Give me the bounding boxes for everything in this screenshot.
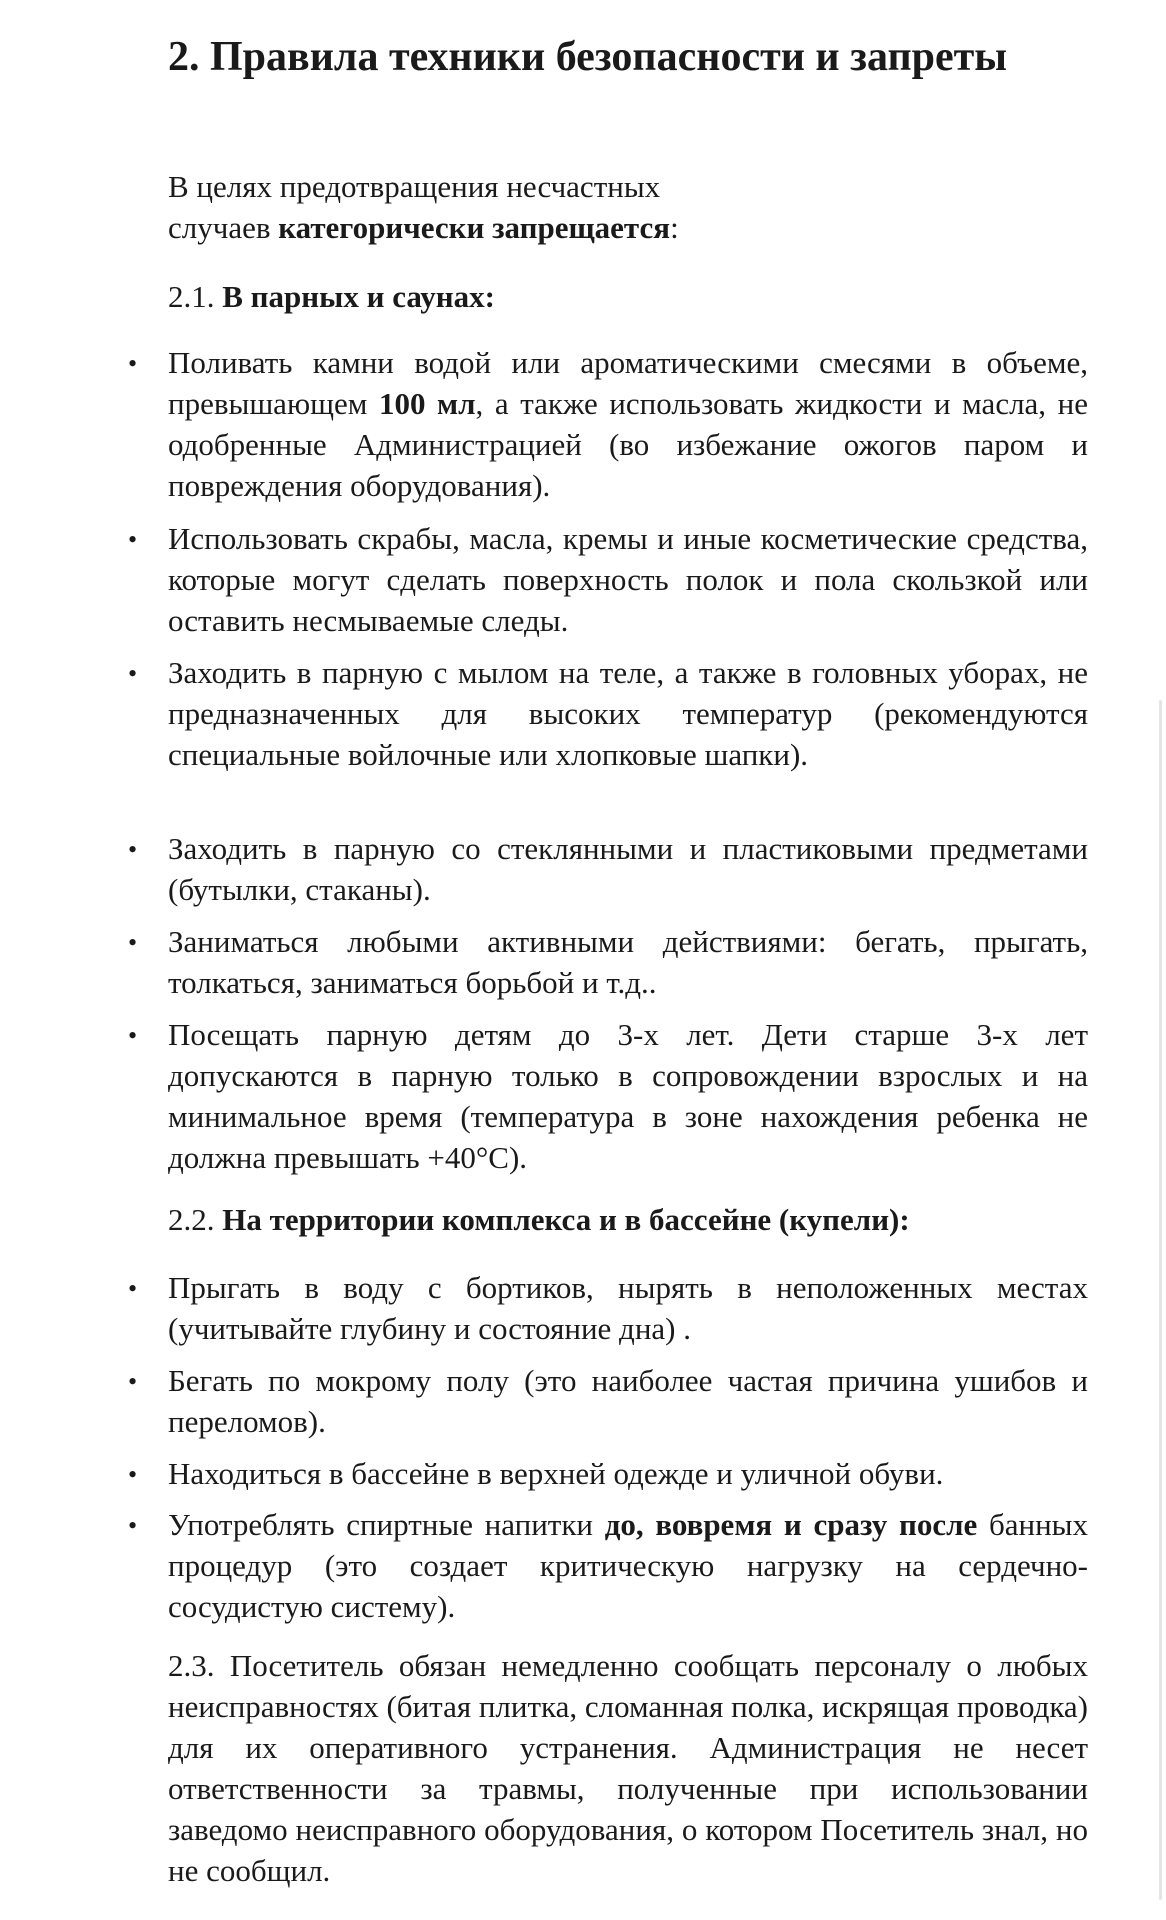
list-item-bold: 100 мл bbox=[378, 386, 476, 421]
intro-line-2 bbox=[168, 207, 868, 248]
paragraph-2-3: 2.3. Посетитель обязан немедленно сообщать персоналу о любых неисправностях (битая плитка, сломанная полка, искрящая проводка) для их оперативного устранения. Администрация не несет ответственности за травмы, полученные при использовании заведомо неисправного оборудования, о котором Посетитель знал, но не сообщил. bbox=[168, 1648, 1089, 1888]
list-item: Прыгать в воду с бортиков, нырять в неположенных местах (учитывайте глубину и состояние дна) . bbox=[168, 1270, 1088, 1346]
bullet-icon: • bbox=[128, 928, 138, 957]
list-item-text: Употреблять спиртные напитки bbox=[168, 1507, 605, 1542]
subsection-2-2-title bbox=[168, 1199, 1088, 1240]
bullet-icon: • bbox=[128, 1511, 138, 1540]
list-item: Заходить в парную с мылом на теле, а также в головных уборах, не предназначенных для высоких температур (рекомендуются специальные войлочные или хлопковые шапки). bbox=[168, 655, 1088, 772]
bullet-icon: • bbox=[128, 835, 138, 864]
subsection-title: На территории комплекса и в бассейне (купели): bbox=[222, 1202, 910, 1237]
bullet-icon: • bbox=[128, 1274, 138, 1303]
bullet-icon: • bbox=[128, 1367, 138, 1396]
list-item: Находиться в бассейне в верхней одежде и уличной обуви. bbox=[168, 1456, 944, 1491]
intro-text bbox=[168, 166, 868, 248]
list-item-bold: до, вовремя и сразу после bbox=[604, 1507, 978, 1542]
subsection-number: 2.1. bbox=[168, 279, 223, 314]
bullet-icon: • bbox=[128, 659, 138, 688]
subsection-number: 2.2. bbox=[168, 1202, 223, 1237]
section-heading: 2. Правила техники безопасности и запреты bbox=[168, 34, 1008, 80]
list-item: Заходить в парную со стеклянными и пластиковыми предметами (бутылки, стаканы). bbox=[168, 831, 1088, 907]
intro-suffix: : bbox=[670, 210, 679, 245]
intro-prefix: случаев bbox=[168, 210, 279, 245]
subsection-2-1-title bbox=[168, 276, 1088, 317]
list-item-text: , а также использовать жидкости и масла, не одобренные Администрацией (во избежание ожогов паром и повреждения оборудования). bbox=[168, 386, 1088, 503]
list-item bbox=[168, 342, 1088, 506]
list-item-text: Поливать камни водой или ароматическими смесями в объеме, превышающем bbox=[168, 345, 1088, 421]
list-item-text: банных процедур (это создает критическую нагрузку на сердечно-сосудистую систему). bbox=[168, 1507, 1088, 1624]
list-item: Посещать парную детям до 3-х лет. Дети старше 3-х лет допускаются в парную только в сопровождении взрослых и на минимальное время (температура в зоне нахождения ребенка не должна превышать +40°С). bbox=[168, 1017, 1088, 1175]
bullet-icon: • bbox=[128, 1021, 138, 1050]
bullet-icon: • bbox=[128, 349, 138, 378]
bullet-icon: • bbox=[128, 1460, 138, 1489]
scrollbar[interactable] bbox=[1159, 700, 1162, 1900]
list-item bbox=[168, 1504, 1088, 1627]
list-item: Бегать по мокрому полу (это наиболее частая причина ушибов и переломов). bbox=[168, 1363, 1088, 1439]
subsection-title: В парных и саунах: bbox=[222, 279, 495, 314]
list-item: Заниматься любыми активными действиями: бегать, прыгать, толкаться, заниматься борьбой и т.д.. bbox=[168, 924, 1088, 1000]
intro-bold: категорически запрещается bbox=[278, 210, 671, 245]
bullet-icon: • bbox=[128, 525, 138, 554]
intro-line-1: В целях предотвращения несчастных bbox=[168, 169, 661, 204]
list-item: Использовать скрабы, масла, кремы и иные косметические средства, которые могут сделать поверхность полок и пола скользкой или оставить несмываемые следы. bbox=[168, 521, 1088, 638]
